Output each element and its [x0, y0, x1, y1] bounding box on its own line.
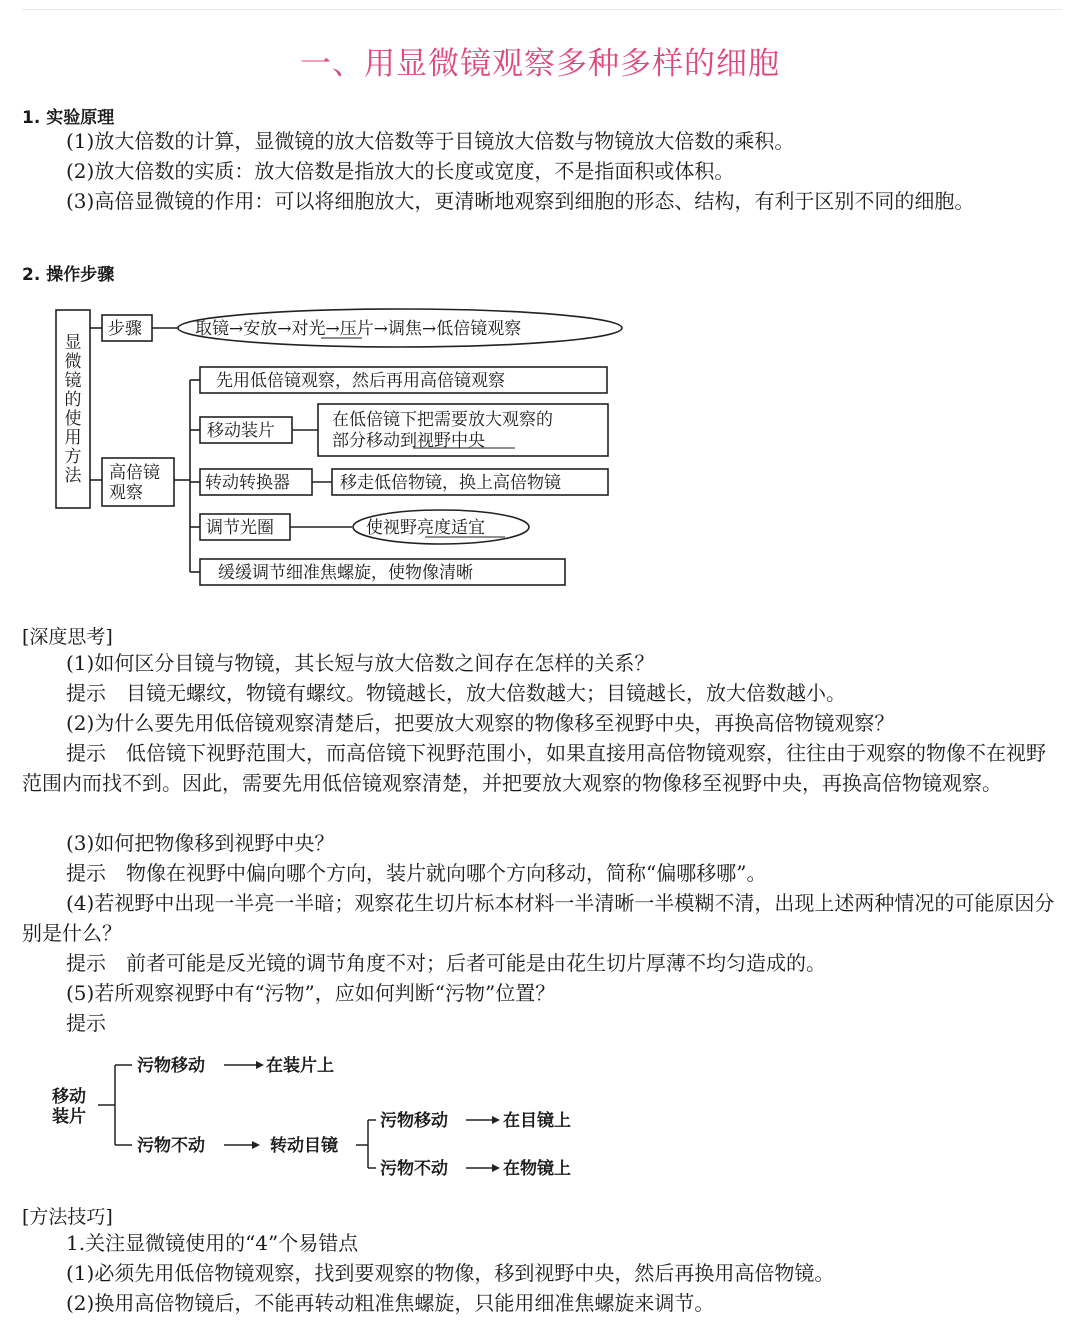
think-q4: (4)若视野中出现一半亮一半暗；观察花生切片标本材料一半清晰一半模糊不清，出现上述两种情况的可能原因分别是什么？ — [22, 891, 1055, 945]
think-q3: (3)如何把物像移到视野中央？ — [66, 831, 335, 855]
dirt-position-diagram — [0, 1040, 1080, 1190]
think-a1: 提示 目镜无螺纹，物镜有螺纹。物镜越长，放大倍数越大；目镜越长，放大倍数越小。 — [66, 681, 846, 705]
principle-item-1: (1)放大倍数的计算，显微镜的放大倍数等于目镜放大倍数与物镜放大倍数的乘积。 — [66, 129, 795, 153]
think-q2: (2)为什么要先用低倍镜观察清楚后，把要放大观察的物像移至视野中央，再换高倍物镜观察？ — [66, 711, 895, 735]
root-char: 使 — [64, 409, 82, 429]
principle-item-2: (2)放大倍数的实质：放大倍数是指放大的长度或宽度，不是指面积或体积。 — [66, 159, 735, 183]
dirt-turn-eyepiece: 转动目镜 — [270, 1136, 338, 1156]
dirt-root-1: 移动 — [52, 1087, 86, 1107]
box2-text: 移动装片 — [207, 421, 275, 441]
think-q5: (5)若所观察视野中有“污物”，应如何判断“污物”位置？ — [66, 981, 556, 1005]
box1-text: 先用低倍镜观察，然后再用高倍镜观察 — [216, 371, 505, 391]
box3-text: 转动转换器 — [205, 473, 290, 493]
box4-text: 调节光圈 — [206, 518, 274, 538]
think-heading: [深度思考] — [22, 626, 113, 648]
box5-text: 缓缓调节细准焦螺旋，使物像清晰 — [218, 563, 473, 583]
box2-detail-1: 在低倍镜下把需要放大观察的 — [332, 410, 553, 430]
think-q1: (1)如何区分目镜与物镜，其长短与放大倍数之间存在怎样的关系？ — [66, 651, 655, 675]
section-heading-steps: 2. 操作步骤 — [22, 265, 115, 285]
root-char: 显 — [64, 333, 82, 353]
root-char: 方 — [64, 447, 82, 467]
dirt-not-move: 污物不动 — [137, 1136, 205, 1156]
dirt-on-eyepiece: 在目镜上 — [503, 1111, 571, 1131]
page-title: 一、用显微镜观察多种多样的细胞 — [300, 46, 780, 82]
think-a4: 提示 前者可能是反光镜的调节角度不对；后者可能是由花生切片厚薄不均匀造成的。 — [66, 951, 826, 975]
root-char: 镜 — [64, 371, 82, 391]
method-line-3: (2)换用高倍物镜后，不能再转动粗准焦螺旋，只能用细准焦螺旋来调节。 — [66, 1291, 715, 1315]
dirt-on-objective: 在物镜上 — [503, 1159, 571, 1179]
think-a2: 提示 低倍镜下视野范围大，而高倍镜下视野范围小，如果直接用高倍物镜观察，往往由于观察的物像不在视野范围内而找不到。因此，需要先用低倍镜观察清楚，并把要放大观察的物像移至视野中央，再换高倍物镜观察。 — [22, 741, 1046, 795]
high-label-1: 高倍镜 — [109, 463, 160, 483]
method-line-1: 1.关注显微镜使用的“4”个易错点 — [66, 1231, 359, 1255]
dirt-root-2: 装片 — [52, 1107, 86, 1127]
think-a3: 提示 物像在视野中偏向哪个方向，装片就向哪个方向移动，简称“偏哪移哪”。 — [66, 861, 767, 885]
high-label-2: 观察 — [109, 483, 143, 503]
root-char: 的 — [64, 390, 82, 410]
dirt-moves: 污物移动 — [137, 1056, 205, 1076]
root-char: 用 — [64, 428, 82, 448]
box2-detail-2: 部分移动到视野中央 — [332, 431, 485, 451]
steps-chain: 取镜→安放→对光→压片→调焦→低倍镜观察 — [195, 319, 522, 339]
box4-detail: 使视野亮度适宜 — [366, 518, 485, 538]
section-heading-principle: 1. 实验原理 — [22, 108, 115, 128]
microscope-usage-diagram — [0, 0, 1080, 600]
method-line-2: (1)必须先用低倍物镜观察，找到要观察的物像，移到视野中央，然后再换用高倍物镜。 — [66, 1261, 835, 1285]
steps-label: 步骤 — [108, 319, 142, 339]
principle-item-3: (3)高倍显微镜的作用：可以将细胞放大，更清晰地观察到细胞的形态、结构，有利于区别不同的细胞。 — [66, 189, 975, 213]
dirt-moves-2: 污物移动 — [380, 1111, 448, 1131]
think-a5: 提示 — [66, 1011, 106, 1035]
root-char: 微 — [64, 352, 82, 372]
dirt-on-slide: 在装片上 — [266, 1056, 334, 1076]
dirt-not-move-2: 污物不动 — [380, 1159, 448, 1179]
root-char: 法 — [64, 466, 82, 486]
box3-detail: 移走低倍物镜，换上高倍物镜 — [340, 473, 561, 493]
method-heading: [方法技巧] — [22, 1206, 113, 1228]
